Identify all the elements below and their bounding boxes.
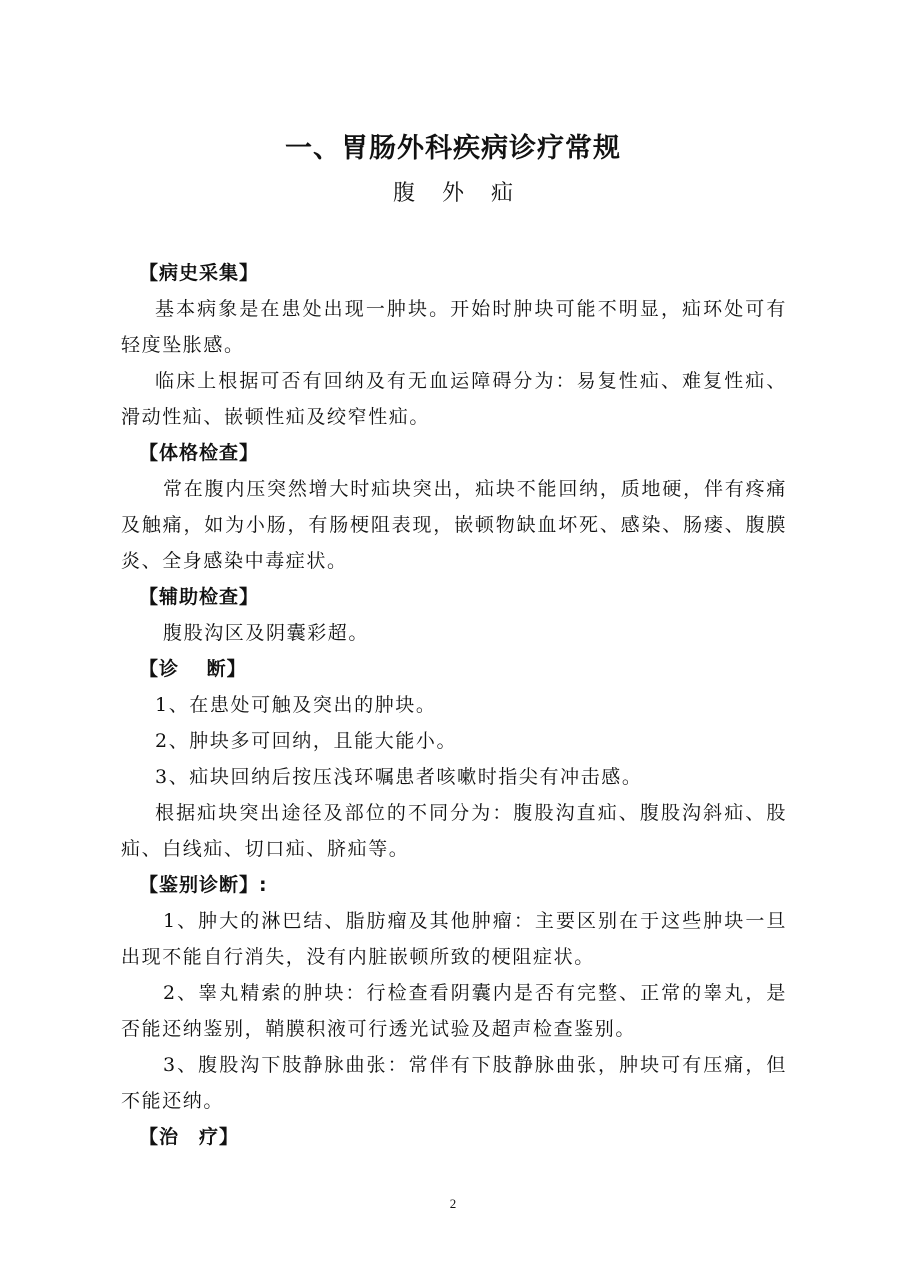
paragraph: 根据疝块突出途径及部位的不同分为：腹股沟直疝、腹股沟斜疝、股疝、白线疝、切口疝、脐疝等。 [121,802,787,860]
section-heading-exam: 【体格检查】 [139,442,260,464]
list-item: 1、在患处可触及突出的肿块。 [155,694,437,716]
page-number: 2 [449,1196,457,1211]
section-heading-treatment: 【治 疗】 [139,1126,240,1148]
list-item: 1、肿大的淋巴结、脂肪瘤及其他肿瘤：主要区别在于这些肿块一旦出现不能自行消失，没有内脏嵌顿所致的梗阻症状。 [121,910,787,968]
list-item: 3、疝块回纳后按压浅环嘱患者咳嗽时指尖有冲击感。 [155,766,643,788]
list-item: 2、睾丸精索的肿块：行检查看阴囊内是否有完整、正常的睾丸，是否能还纳鉴别，鞘膜积液可行透光试验及超声检查鉴别。 [121,982,787,1040]
section-heading-diagnosis: 【诊 断】 [139,658,247,680]
section-heading-differential: 【鉴别诊断】: [139,874,268,896]
list-item: 2、肿块多可回纳，且能大能小。 [155,730,458,752]
paragraph: 临床上根据可否有回纳及有无血运障碍分为：易复性疝、难复性疝、滑动性疝、嵌顿性疝及绞窄性疝。 [121,370,787,428]
page-subtitle: 腹 外 疝 [393,181,523,206]
paragraph: 腹股沟区及阴囊彩超。 [163,622,370,644]
section-heading-aux: 【辅助检查】 [139,586,260,608]
section-heading-history: 【病史采集】 [139,262,260,284]
document-body [121,255,787,1155]
paragraph: 常在腹内压突然增大时疝块突出，疝块不能回纳，质地硬，伴有疼痛及触痛，如为小肠，有肠梗阻表现，嵌顿物缺血坏死、感染、肠瘘、腹膜炎、全身感染中毒症状。 [121,478,787,572]
list-item: 3、腹股沟下肢静脉曲张：常伴有下肢静脉曲张，肿块可有压痛，但不能还纳。 [121,1054,787,1112]
paragraph: 基本病象是在患处出现一肿块。开始时肿块可能不明显，疝环处可有轻度坠胀感。 [121,298,787,356]
page-title: 一、胃肠外科疾病诊疗常规 [285,133,621,164]
